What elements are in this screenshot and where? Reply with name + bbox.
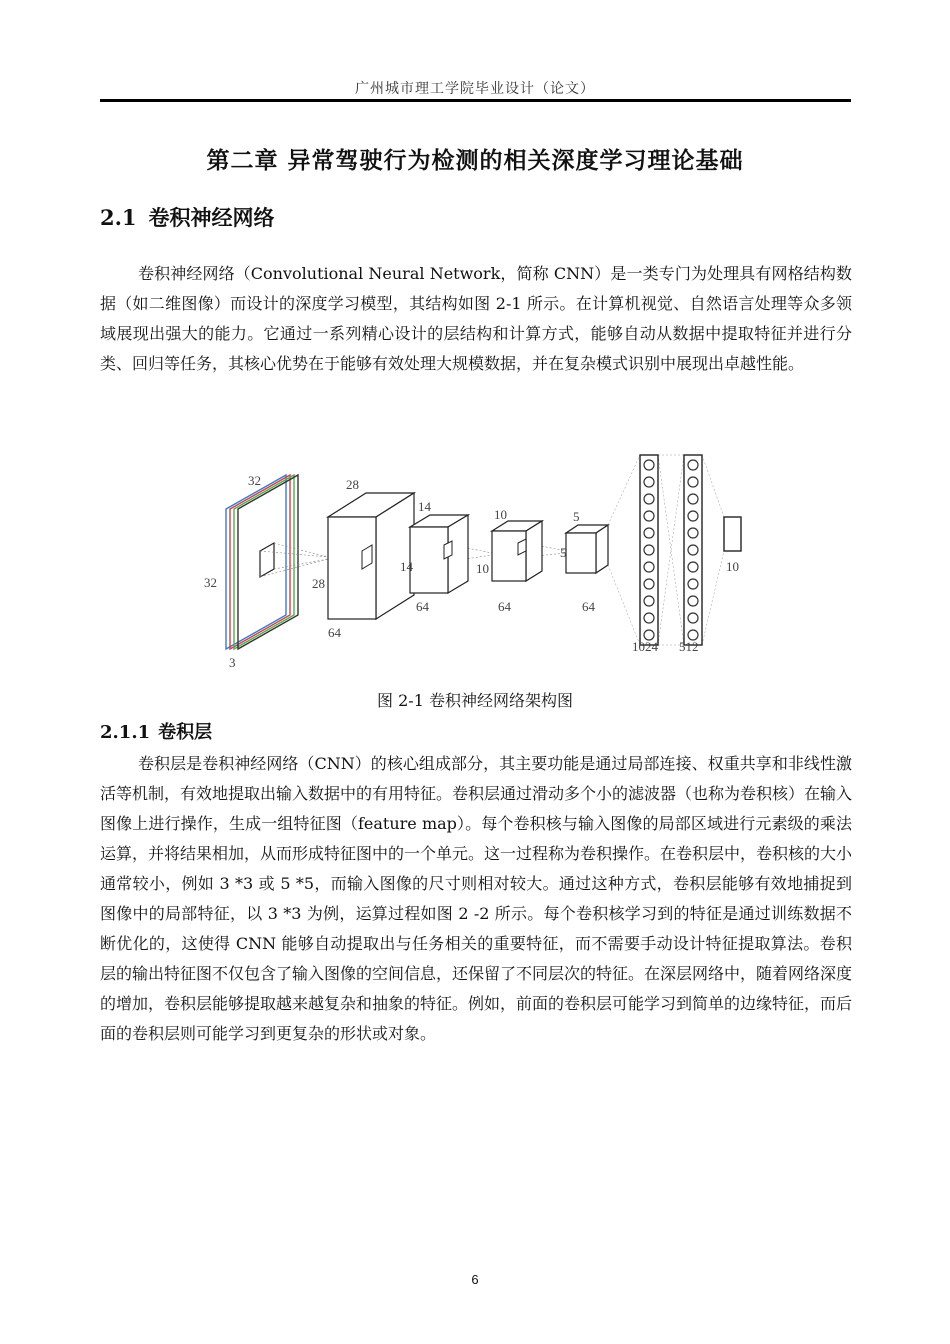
label-l2-side: 14: [400, 559, 413, 574]
figure-caption: 图 2-1 卷积神经网络架构图: [377, 691, 573, 710]
label-l1-bottom: 64: [328, 625, 341, 640]
subsection-title: 卷积层: [158, 722, 213, 743]
output-layer: [724, 517, 741, 551]
cnn-architecture-figure: [196, 447, 756, 677]
label-l3-top: 10: [494, 507, 507, 522]
subsection-number: 2.1.1: [100, 722, 151, 743]
label-input-bottom: 3: [229, 655, 236, 670]
conv-block-2: [410, 515, 468, 593]
label-output: 10: [726, 559, 739, 574]
label-input-top: 32: [248, 473, 261, 488]
fc-connections: [608, 455, 724, 645]
label-l2-top: 14: [418, 499, 431, 514]
section-heading: [100, 202, 275, 232]
label-l3-bottom: 64: [498, 599, 511, 614]
label-l2-bottom: 64: [416, 599, 429, 614]
label-l1-top: 28: [346, 477, 359, 492]
fc-layer-1024: [640, 455, 658, 645]
label-l3-side: 10: [476, 561, 489, 576]
section-title: 卷积神经网络: [148, 205, 275, 230]
label-fc1: 1024: [632, 639, 658, 654]
page-number: 6: [471, 1272, 479, 1287]
cnn-diagram: [196, 447, 756, 677]
chapter-title: 第二章 异常驾驶行为检测的相关深度学习理论基础: [206, 147, 744, 174]
body-paragraph-2: 卷积层是卷积神经网络（CNN）的核心组成部分，其主要功能是通过局部连接、权重共享和非线性激活等机制，有效地提取出输入数据中的有用特征。卷积层通过滑动多个小的滤波器（也称为卷积核）在输入图像上进行操作，生成一组特征图（feature map）。每个卷积核与输入图像的局部区域进行元素级的乘法运算，并将结果相加，从而形成特征图中的一个单元。这一过程称为卷积操作。在卷积层中，卷积核的大小通常较小，例如 3 *3 或 5 *5，而输入图像的尺寸则相对较大。通过这种方式，卷积层能够有效地捕捉到图像中的局部特征，以 3 *3 为例，运算过程如图 2 -2 所示。每个卷积核学习到的特征是通过训练数据不断优化的，这使得 CNN 能够自动提取出与任务相关的重要特征，而不需要手动设计特征提取算法。卷积层的输出特征图不仅包含了输入图像的空间信息，还保留了不同层次的特征。在深层网络中，随着网络深度的增加，卷积层能够提取越来越复杂和抽象的特征。例如，前面的卷积层可能学习到简单的边缘特征，而后面的卷积层则可能学习到更复杂的形状或对象。: [100, 754, 853, 1043]
label-fc2: 512: [679, 639, 699, 654]
page-header: 广州城市理工学院毕业设计（论文）: [355, 81, 595, 97]
conv-block-3: [492, 521, 542, 581]
body-paragraph-1: 卷积神经网络（Convolutional Neural Network，简称 CNN）是一类专门为处理具有网格结构数据（如二维图像）而设计的深度学习模型，其结构如图 2-1 所示。在计算机视觉、自然语言处理等众多领域展现出强大的能力。它通过一系列精心设计的层结构和计算方式，能够自动从数据中提取特征并进行分类、回归等任务，其核心优势在于能够有效处理大规模数据，并在复杂模式识别中展现出卓越性能。: [100, 264, 852, 373]
label-input-left: 32: [204, 575, 217, 590]
conv-block-1: [328, 493, 414, 619]
label-l4-bottom: 64: [582, 599, 595, 614]
section-number: 2.1: [100, 205, 137, 230]
label-l4-side: 5: [560, 545, 567, 560]
label-l4-top: 5: [573, 509, 580, 524]
subsection-heading: [100, 718, 212, 744]
header-rule: [100, 99, 851, 102]
label-l1-side: 28: [312, 576, 325, 591]
input-image: [226, 475, 298, 649]
conv-block-4: [566, 525, 608, 573]
fc-layer-512: [684, 455, 702, 645]
